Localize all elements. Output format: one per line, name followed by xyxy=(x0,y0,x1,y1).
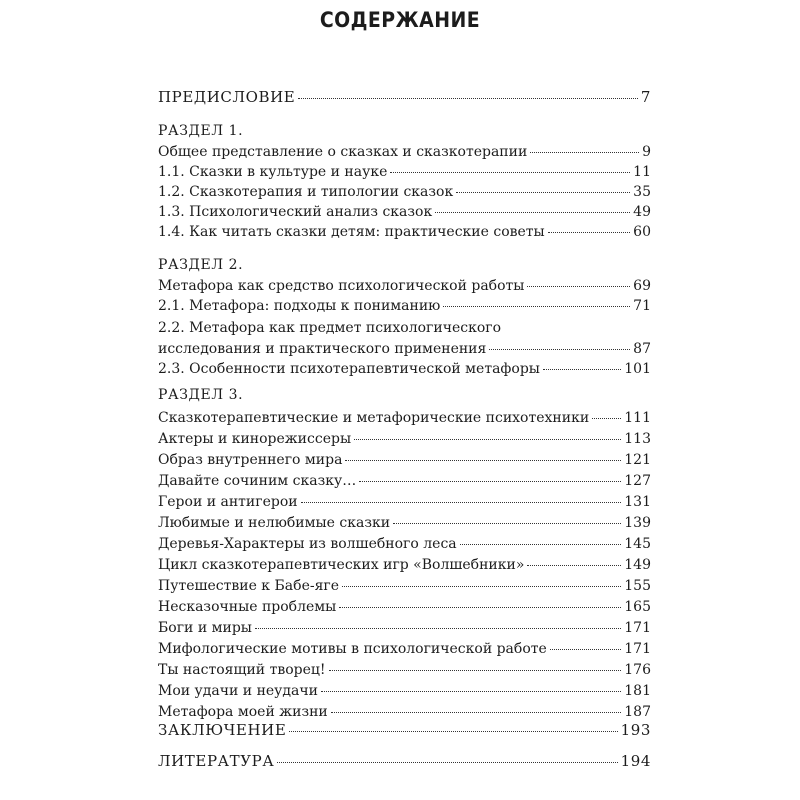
toc-entry-label: 2.1. Метафора: подходы к пониманию xyxy=(158,298,441,314)
toc-entry xyxy=(158,534,651,554)
toc-entry-label: 2.3. Особенности психотерапевтической метафоры xyxy=(158,361,540,377)
leader-dots xyxy=(329,670,622,671)
toc-entry xyxy=(158,429,651,449)
leader-dots xyxy=(390,172,630,173)
toc-entry xyxy=(158,182,651,202)
toc-entry xyxy=(158,660,651,680)
leader-dots xyxy=(527,286,630,287)
toc-entry xyxy=(158,142,651,162)
toc-entry-page: 155 xyxy=(624,578,651,594)
leader-dots xyxy=(359,481,621,482)
toc-entry xyxy=(158,296,651,316)
leader-dots xyxy=(321,691,621,692)
leader-dots xyxy=(527,565,621,566)
leader-dots xyxy=(548,232,630,233)
toc-entry-label: Метафора как средство психологической работы xyxy=(158,278,525,294)
leader-dots xyxy=(456,192,630,193)
toc-entry-label: Герои и антигерои xyxy=(158,494,298,510)
toc-entry-page: 121 xyxy=(624,452,651,468)
leader-dots xyxy=(435,212,630,213)
toc-entry-page: 113 xyxy=(624,431,651,447)
leader-dots xyxy=(255,628,621,629)
toc-entry-page: 187 xyxy=(624,704,651,720)
leader-dots xyxy=(298,98,637,99)
toc-entry xyxy=(158,408,651,428)
toc-entry-page: 69 xyxy=(633,278,651,294)
leader-dots xyxy=(345,460,621,461)
toc-entry-page: 101 xyxy=(624,361,651,377)
leader-dots xyxy=(530,152,639,153)
toc-entry-literature xyxy=(158,751,651,771)
toc-entry xyxy=(158,450,651,470)
leader-dots xyxy=(550,649,621,650)
toc-entry-page: 87 xyxy=(633,341,651,357)
toc-entry-label: Боги и миры xyxy=(158,620,252,636)
leader-dots xyxy=(301,502,622,503)
toc-entry-page: 176 xyxy=(624,662,651,678)
toc-entry-label: Общее представление о сказках и сказкотерапии xyxy=(158,144,528,160)
toc-entry-label: Ты настоящий творец! xyxy=(158,662,326,678)
toc-entry xyxy=(158,492,651,512)
toc-entry-conclusion xyxy=(158,720,651,740)
toc-entry-page: 60 xyxy=(633,224,651,240)
toc-entry-page: 193 xyxy=(620,721,651,739)
toc-entry xyxy=(158,576,651,596)
toc-entry xyxy=(158,222,651,242)
toc-entry xyxy=(158,639,651,659)
toc-entry-label: 1.4. Как читать сказки детям: практические советы xyxy=(158,224,545,240)
section-heading: РАЗДЕЛ 2. xyxy=(158,257,244,273)
toc-entry xyxy=(158,555,651,575)
section-heading: РАЗДЕЛ 1. xyxy=(158,123,244,139)
toc-entry xyxy=(158,513,651,533)
toc-entry-page: 194 xyxy=(620,752,651,770)
toc-entry xyxy=(158,597,651,617)
toc-entry-label: Образ внутреннего мира xyxy=(158,452,343,468)
leader-dots xyxy=(342,586,621,587)
toc-entry-label: Мифологические мотивы в психологической работе xyxy=(158,641,547,657)
leader-dots xyxy=(443,306,630,307)
toc-entry-page: 11 xyxy=(633,164,651,180)
toc-entry-page: 165 xyxy=(624,599,651,615)
toc-entry-preface xyxy=(158,87,651,107)
toc-entry-label: Метафора моей жизни xyxy=(158,704,328,720)
toc-entry-page: 131 xyxy=(624,494,651,510)
toc-entry-label: 1.1. Сказки в культуре и науке xyxy=(158,164,388,180)
leader-dots xyxy=(489,349,630,350)
toc-entry-label: 1.2. Сказкотерапия и типологии сказок xyxy=(158,184,454,200)
section-heading: РАЗДЕЛ 3. xyxy=(158,387,244,403)
toc-entry xyxy=(158,162,651,182)
toc-entry-label: ЛИТЕРАТУРА xyxy=(158,752,275,770)
leader-dots xyxy=(393,523,621,524)
toc-entry-label: Цикл сказкотерапевтических игр «Волшебники» xyxy=(158,557,525,573)
leader-dots xyxy=(460,544,622,545)
toc-entry-label: Несказочные проблемы xyxy=(158,599,337,615)
toc-entry-label: 1.3. Психологический анализ сказок xyxy=(158,204,433,220)
toc-entry-label: Любимые и нелюбимые сказки xyxy=(158,515,391,531)
toc-entry-label: Мои удачи и неудачи xyxy=(158,683,318,699)
toc-entry-label: ПРЕДИСЛОВИЕ xyxy=(158,88,296,106)
toc-entry xyxy=(158,202,651,222)
toc-entry xyxy=(158,618,651,638)
toc-entry xyxy=(158,339,651,359)
toc-entry-page: 139 xyxy=(624,515,651,531)
toc-entry-page: 127 xyxy=(624,473,651,489)
leader-dots xyxy=(339,607,621,608)
leader-dots xyxy=(592,418,621,419)
toc-entry-page: 49 xyxy=(633,204,651,220)
toc-entry-page: 145 xyxy=(624,536,651,552)
toc-entry-page: 7 xyxy=(640,88,651,106)
leader-dots xyxy=(331,712,622,713)
leader-dots xyxy=(543,369,621,370)
toc-entry-page: 9 xyxy=(642,144,651,160)
toc-entry-page: 111 xyxy=(624,410,651,426)
toc-entry xyxy=(158,471,651,491)
toc-entry xyxy=(158,702,651,722)
toc-entry xyxy=(158,359,651,379)
toc-entry xyxy=(158,276,651,296)
leader-dots xyxy=(289,731,617,732)
toc-entry-page: 35 xyxy=(633,184,651,200)
toc-entry-label-line1: 2.2. Метафора как предмет психологического xyxy=(158,320,502,336)
toc-entry-page: 181 xyxy=(624,683,651,699)
toc-entry-page: 171 xyxy=(624,641,651,657)
toc-entry-label: ЗАКЛЮЧЕНИЕ xyxy=(158,721,287,739)
toc-entry-label: Сказкотерапевтические и метафорические психотехники xyxy=(158,410,590,426)
toc-entry-label: исследования и практического применения xyxy=(158,341,487,357)
leader-dots xyxy=(277,762,617,763)
page-title: СОДЕРЖАНИЕ xyxy=(319,8,481,32)
toc-entry xyxy=(158,681,651,701)
leader-dots xyxy=(354,439,621,440)
toc-entry-label: Путешествие к Бабе-яге xyxy=(158,578,340,594)
toc-entry-label: Деревья-Характеры из волшебного леса xyxy=(158,536,457,552)
toc-entry-page: 171 xyxy=(624,620,651,636)
toc-entry-label: Актеры и кинорежиссеры xyxy=(158,431,352,447)
toc-entry-page: 71 xyxy=(633,298,651,314)
toc-entry-page: 149 xyxy=(624,557,651,573)
toc-entry-label: Давайте сочиним сказку… xyxy=(158,473,357,489)
